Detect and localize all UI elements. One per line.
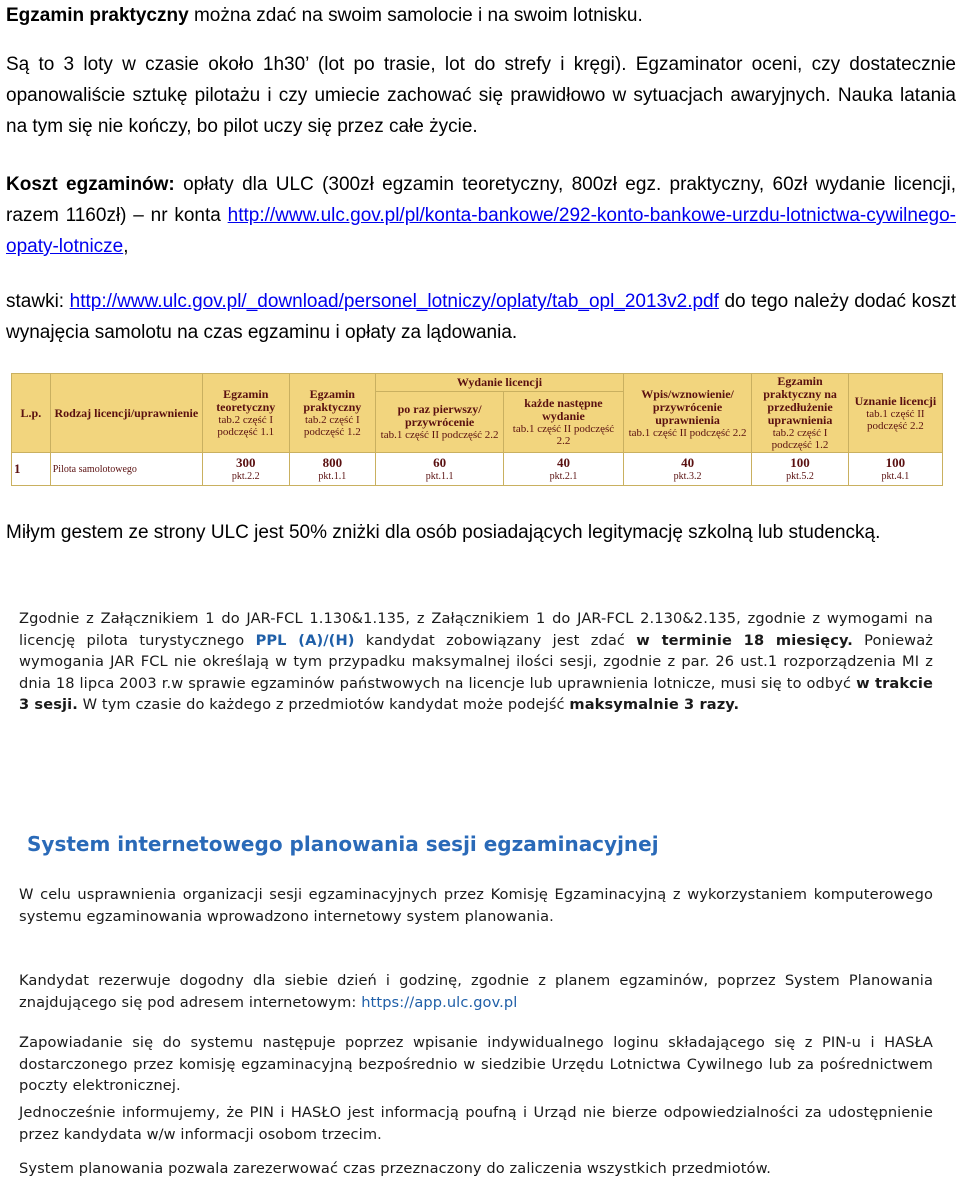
system-paragraph-3: Zapowiadanie się do systemu następuje poprzez wpisanie indywidualnego loginu składającego się z PIN-u i HASŁA dostarczonego przez komisję egzaminacyjną bezpośrednio w siedzibie Urzędu Lotnictwa Cywilnego lub za pośrednictwem poczty elektronicznej.	[19, 1034, 933, 1094]
system-text-2: Kandydat rezerwuje dogodny dla siebie dzień i godzinę, zgodnie z planem egzaminów, poprzez System Planowania znajdującego się pod adresem internetowym:	[19, 972, 933, 1011]
system-paragraph-1: W celu usprawnienia organizacji sesji egzaminacyjnych przez Komisję Egzaminacyjną z wykorzystaniem komputerowego systemu egzaminowania wprowadzono internetowy system planowania.	[19, 886, 933, 925]
header-lp: L.p.	[12, 374, 51, 453]
cell-next-issue: 40 pkt.2.1	[504, 453, 624, 486]
cell-first-issue: 60 pkt.1.1	[376, 453, 504, 486]
jar-text-4: W tym czasie do każdego z przedmiotów kandydat może podejść	[77, 696, 570, 713]
fee-table-header-row	[12, 374, 943, 392]
rates-paragraph	[6, 286, 956, 348]
max-bold: maksymalnie 3 razy.	[569, 696, 740, 713]
bank-account-link[interactable]: http://www.ulc.gov.pl/pl/konta-bankowe/292-konto-bankowe-urzdu-lotnictwa-cywilnego-opaty-lotnicze	[6, 205, 956, 257]
cost-bold: Koszt egzaminów:	[6, 174, 175, 195]
sessions-bold: w trakcie 3 sesji.	[19, 674, 933, 713]
header-next-issue: każde następne wydanie tab.1 część II podczęść 2.2	[504, 392, 624, 453]
flights-paragraph: Są to 3 loty w czasie około 1h30’ (lot po trasie, lot do strefy i kręgi). Egzaminator oceni, czy dostatecznie opanowaliście sztukę pilotażu i czy umiecie zachować się prawidłowo w sytuacjach awaryjnych. Nauka latania na tym się nie kończy, bo pilot uczy się przez całe życie.	[6, 54, 956, 137]
cost-paragraph	[6, 169, 956, 262]
jar-quote	[19, 608, 933, 716]
header-first-issue: po raz pierwszy/ przywrócenie tab.1 część II podczęść 2.2	[376, 392, 504, 453]
jar-text-3: Ponieważ wymogania JAR FCL nie określają w tym przypadku maksymalnej ilości sesji, zgodnie z par. 26 ust.1 rozporządzenia MI z dnia 18 lipca 2003 r.w sprawie egzaminów państwowych na licencje lub uprawnienia lotnicze, musi się to odbyć	[19, 631, 933, 692]
cell-kind: Pilota samolotowego	[50, 453, 202, 486]
ppl-label: PPL (A)/(H)	[255, 631, 355, 649]
header-entry: Wpis/wznowienie/ przywrócenie uprawnienia tab.1 część II podczęść 2.2	[623, 374, 751, 453]
header-theory: Egzamin teoretyczny tab.2 część I podczęść 1.1	[202, 374, 289, 453]
app-link[interactable]: https://app.ulc.gov.pl	[361, 993, 518, 1011]
cell-recognition: 100 pkt.4.1	[848, 453, 942, 486]
fee-table-row	[12, 453, 943, 486]
header-extension: Egzamin praktyczny na przedłużenie uprawnienia tab.2 część I podczęść 1.2	[752, 374, 849, 453]
header-issue: Wydanie licencji	[376, 374, 624, 392]
discount-paragraph: Miłym gestem ze strony ULC jest 50% zniżki dla osób posiadających legitymację szkolną lub studencką.	[6, 522, 881, 543]
cell-practical: 800 pkt.1.1	[289, 453, 376, 486]
cost-text: opłaty dla ULC (300zł egzamin teoretyczny, 800zł egz. praktyczny, 60zł wydanie licencji, razem 1160zł) – nr konta	[6, 174, 956, 226]
system-paragraph-4: Jednocześnie informujemy, że PIN i HASŁO jest informacją poufną i Urząd nie bierze odpowiedzialności za udostępnienie przez kandydata w/w informacji osobom trzecim.	[19, 1104, 933, 1143]
cell-lp: 1	[12, 453, 51, 486]
intro-bold: Egzamin praktyczny	[6, 5, 189, 26]
cell-entry: 40 pkt.3.2	[623, 453, 751, 486]
intro-text: można zdać na swoim samolocie i na swoim lotnisku.	[188, 5, 643, 26]
jar-text-2: kandydat zobowiązany jest zdać	[354, 631, 637, 649]
rates-text: do tego należy dodać koszt wynajęcia samolotu na czas egzaminu i opłaty za lądowania.	[6, 291, 956, 343]
system-title: System internetowego planowania sesji egzaminacyjnej	[27, 832, 659, 856]
header-practical: Egzamin praktyczny tab.2 część I podczęść 1.2	[289, 374, 376, 453]
cost-tail: ,	[123, 236, 129, 257]
intro-paragraph	[6, 0, 956, 31]
rates-label: stawki:	[6, 291, 70, 312]
system-paragraph-5: System planowania pozwala zarezerwować czas przeznaczony do zaliczenia wszystkich przedmiotów.	[19, 1160, 772, 1177]
header-kind: Rodzaj licencji/uprawnienie	[50, 374, 202, 453]
header-recognition: Uznanie licencji tab.1 część II podczęść 2.2	[848, 374, 942, 453]
term-bold: w terminie 18 miesięcy.	[636, 631, 853, 649]
jar-text-1: Zgodnie z Załącznikiem 1 do JAR-FCL 1.130&1.135, z Załącznikiem 1 do JAR-FCL 2.130&2.135, zgodnie z wymogami na licencję pilota turystycznego	[19, 610, 933, 649]
fee-table	[11, 373, 943, 486]
system-paragraph-2	[19, 970, 933, 1013]
cell-extension: 100 pkt.5.2	[752, 453, 849, 486]
cell-theory: 300 pkt.2.2	[202, 453, 289, 486]
rates-link[interactable]: http://www.ulc.gov.pl/_download/personel_lotniczy/oplaty/tab_opl_2013v2.pdf	[69, 291, 719, 312]
